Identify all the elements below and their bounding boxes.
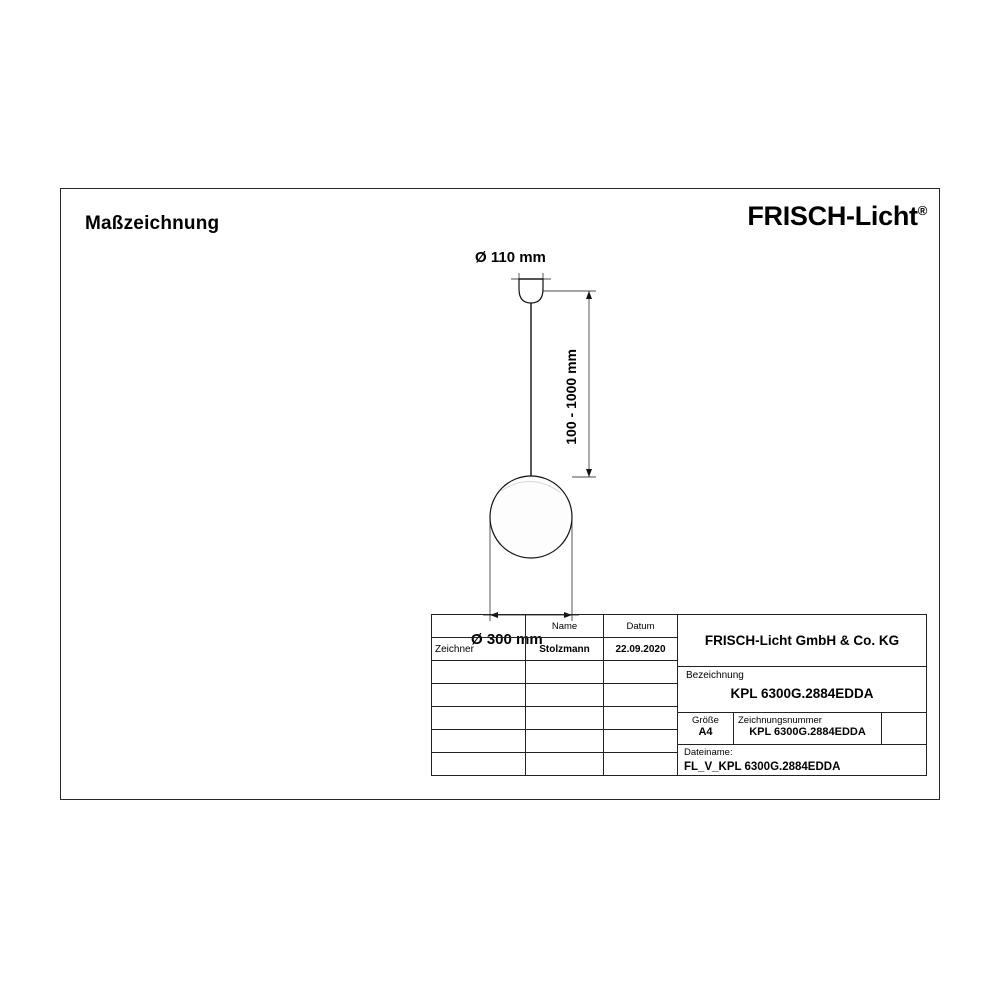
cell-role <box>432 684 526 706</box>
designation-value: KPL 6300G.2884EDDA <box>730 686 874 701</box>
cell-date <box>604 753 677 775</box>
cell-role <box>432 707 526 729</box>
header-cell-role <box>432 615 526 637</box>
size-value: A4 <box>698 726 713 738</box>
cell-name <box>526 661 604 683</box>
cell-date <box>604 661 677 683</box>
cell-role <box>432 661 526 683</box>
cell-role <box>432 730 526 752</box>
brand-name: FRISCH-Licht <box>747 201 918 231</box>
dimension-top-label: Ø 110 mm <box>475 249 546 266</box>
cell-role: Zeichner <box>432 638 526 660</box>
dimension-bottom-label: Ø 300 mm <box>471 631 543 648</box>
canopy-shape <box>519 279 543 303</box>
arrow-vert-top <box>586 291 592 299</box>
table-row <box>432 753 677 775</box>
technical-drawing <box>391 249 691 669</box>
size-and-number-row <box>678 713 926 745</box>
table-row <box>432 684 677 707</box>
cell-date: 22.09.2020 <box>615 643 666 655</box>
cell-name <box>526 684 604 706</box>
lamp-geometry <box>391 249 691 669</box>
cell-date <box>604 730 677 752</box>
table-row <box>432 707 677 730</box>
page-title: Maßzeichnung <box>85 213 220 234</box>
revision-cell <box>882 713 926 744</box>
registered-mark: ® <box>917 203 927 218</box>
filename-label: Dateiname: <box>684 747 733 758</box>
cell-name <box>526 753 604 775</box>
brand-logo <box>747 201 927 232</box>
drawing-number-value: KPL 6300G.2884EDDA <box>749 726 866 738</box>
filename-block <box>678 745 926 775</box>
header-cell-name: Name <box>526 615 604 637</box>
title-block <box>431 614 927 776</box>
drawing-number-cell <box>734 713 882 744</box>
cell-name <box>526 730 604 752</box>
cell-date <box>604 707 677 729</box>
table-row <box>432 661 677 684</box>
cell-name: Stolzmann <box>526 638 604 660</box>
company-name: FRISCH-Licht GmbH & Co. KG <box>678 615 926 667</box>
filename-value: FL_V_KPL 6300G.2884EDDA <box>684 761 841 773</box>
arrow-vert-bottom <box>586 469 592 477</box>
drawing-number-label: Zeichnungsnummer <box>738 715 822 726</box>
size-label: Größe <box>692 715 719 726</box>
cell-name <box>526 707 604 729</box>
cell-role <box>432 753 526 775</box>
header-cell-date: Datum <box>626 620 655 632</box>
table-header-row <box>432 615 677 638</box>
size-cell <box>678 713 734 744</box>
table-row <box>432 730 677 753</box>
designation-block <box>678 667 926 713</box>
title-block-info <box>678 615 926 775</box>
cell-date <box>604 684 677 706</box>
table-row <box>432 638 677 661</box>
designation-label: Bezeichnung <box>686 670 744 681</box>
drawing-sheet <box>60 188 940 800</box>
globe-diffuser <box>490 476 572 558</box>
title-block-table <box>432 615 678 775</box>
dimension-vertical-label: 100 - 1000 mm <box>563 349 579 445</box>
